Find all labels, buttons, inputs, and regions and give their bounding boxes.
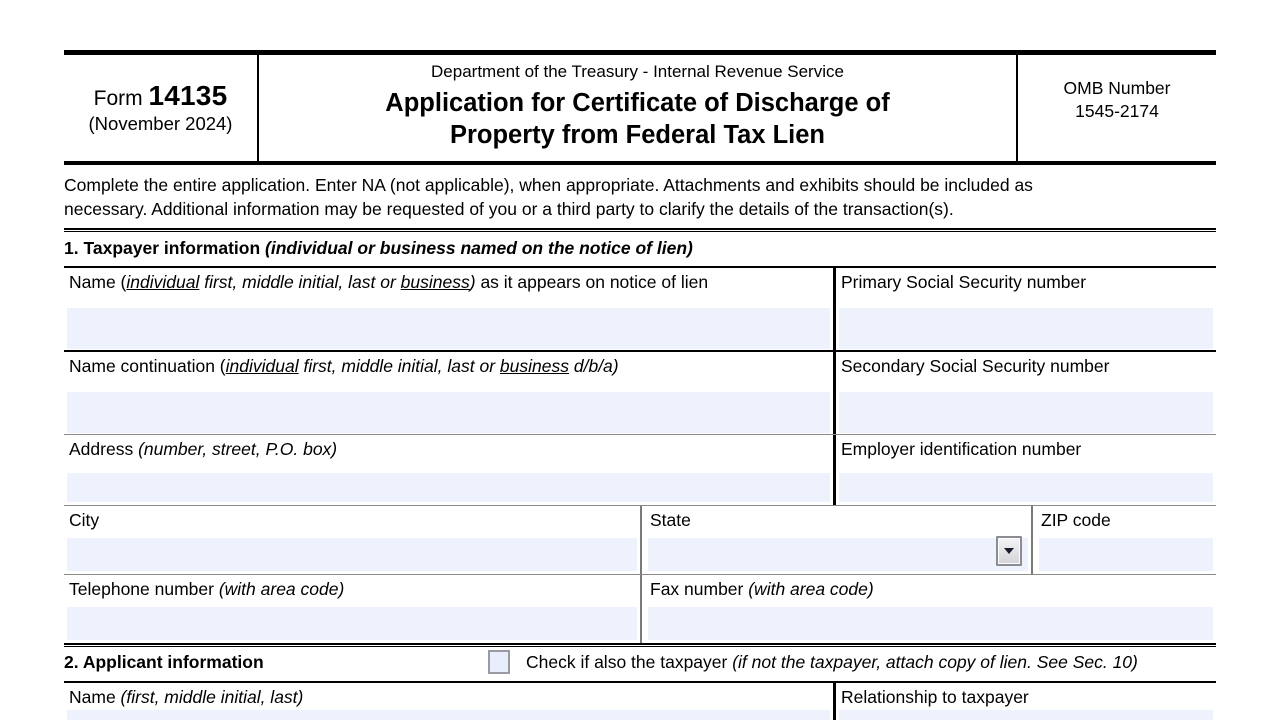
instructions-line-2: necessary. Additional information may be requested of you or a third party to clarify the details of the transaction(s). <box>64 198 954 219</box>
name-continuation-input[interactable] <box>67 392 830 434</box>
relationship-input[interactable] <box>839 710 1213 720</box>
form-masthead <box>64 50 1216 165</box>
address-input[interactable] <box>67 473 830 503</box>
secondary-ssn-label: Secondary Social Security number <box>841 356 1110 376</box>
section-1-hint: (individual or business named on the notice of lien) <box>265 238 693 258</box>
fax-input[interactable] <box>648 607 1213 641</box>
taxpayer-name-cell <box>64 268 833 352</box>
taxpayer-name-continuation-row <box>64 350 1216 434</box>
state-zip-divider <box>1031 506 1033 574</box>
telephone-input[interactable] <box>67 607 637 641</box>
applicant-name-cell <box>64 683 833 720</box>
department-line: Department of the Treasury - Internal Revenue Service <box>431 62 844 82</box>
form-title <box>385 87 889 152</box>
taxpayer-city-state-zip-row <box>64 505 1216 573</box>
city-state-divider <box>640 506 642 574</box>
form-title-block <box>259 55 1018 161</box>
form-number: 14135 <box>148 79 228 111</box>
instructions-line-1: Complete the entire application. Enter NA (not applicable), when appropriate. Attachments and exhibits should be included as <box>64 175 1033 195</box>
name-continuation-cell <box>64 352 833 436</box>
taxpayer-name-label: Name (individual first, middle initial, last or business) as it appears on notice of lien <box>69 272 709 292</box>
form-revision-date: (November 2024) <box>88 112 233 134</box>
applicant-name-row <box>64 681 1216 720</box>
omb-block <box>1018 55 1216 161</box>
check-if-also-taxpayer-checkbox[interactable] <box>488 650 510 674</box>
section-1-top-rule <box>64 228 1216 232</box>
section-1-heading <box>64 238 693 259</box>
section-2-heading <box>64 652 264 673</box>
state-label: State <box>650 510 691 530</box>
instructions-paragraph <box>64 174 1146 222</box>
section-2-top-rule <box>64 643 1216 647</box>
secondary-ssn-input[interactable] <box>839 392 1213 434</box>
applicant-name-input[interactable] <box>67 710 830 720</box>
form-title-line-1: Application for Certificate of Discharge of <box>385 88 890 117</box>
address-label: Address (number, street, P.O. box) <box>69 439 338 459</box>
state-cell <box>645 506 1031 574</box>
form-title-line-2: Property from Federal Tax Lien <box>449 121 826 150</box>
form-word: Form <box>93 86 143 110</box>
omb-label: OMB Number <box>1063 78 1171 99</box>
zip-input[interactable] <box>1039 538 1213 572</box>
ein-input[interactable] <box>839 473 1213 503</box>
name-continuation-label: Name continuation (individual first, middle initial, last or business d/b/a) <box>69 356 619 376</box>
zip-label: ZIP code <box>1041 510 1111 530</box>
section-2-number: 2. <box>64 652 79 672</box>
telephone-cell <box>64 575 640 643</box>
city-cell <box>64 506 640 574</box>
section-2-title: Applicant information <box>82 652 264 672</box>
applicant-name-label: Name (first, middle initial, last) <box>69 687 304 707</box>
state-dropdown-button[interactable] <box>996 536 1022 566</box>
relationship-cell <box>836 683 1216 720</box>
chevron-down-icon <box>1003 547 1015 555</box>
form-number-line <box>94 79 228 112</box>
city-input[interactable] <box>67 538 637 572</box>
ein-label: Employer identification number <box>841 439 1082 459</box>
ein-cell <box>836 435 1216 505</box>
zip-cell <box>1036 506 1216 574</box>
fax-label: Fax number (with area code) <box>650 579 874 599</box>
section-1-number: 1. <box>64 238 79 258</box>
taxpayer-name-row <box>64 266 1216 350</box>
address-cell <box>64 435 833 505</box>
telephone-fax-divider <box>640 575 642 643</box>
primary-ssn-cell <box>836 268 1216 352</box>
taxpayer-name-input[interactable] <box>67 308 830 350</box>
primary-ssn-input[interactable] <box>839 308 1213 350</box>
form-identity-block <box>64 55 259 161</box>
section-1-title: Taxpayer information <box>83 238 261 258</box>
secondary-ssn-cell <box>836 352 1216 436</box>
telephone-label: Telephone number (with area code) <box>69 579 345 599</box>
primary-ssn-label: Primary Social Security number <box>841 272 1087 292</box>
fax-cell <box>645 575 1216 643</box>
relationship-label: Relationship to taxpayer <box>841 687 1029 707</box>
state-input[interactable] <box>648 538 1028 572</box>
taxpayer-phone-fax-row <box>64 574 1216 642</box>
taxpayer-address-row <box>64 434 1216 504</box>
check-if-also-taxpayer-label: Check if also the taxpayer (if not the taxpayer, attach copy of lien. See Sec. 10) <box>526 652 1138 672</box>
omb-number: 1545-2174 <box>1075 101 1159 121</box>
city-label: City <box>69 510 100 530</box>
